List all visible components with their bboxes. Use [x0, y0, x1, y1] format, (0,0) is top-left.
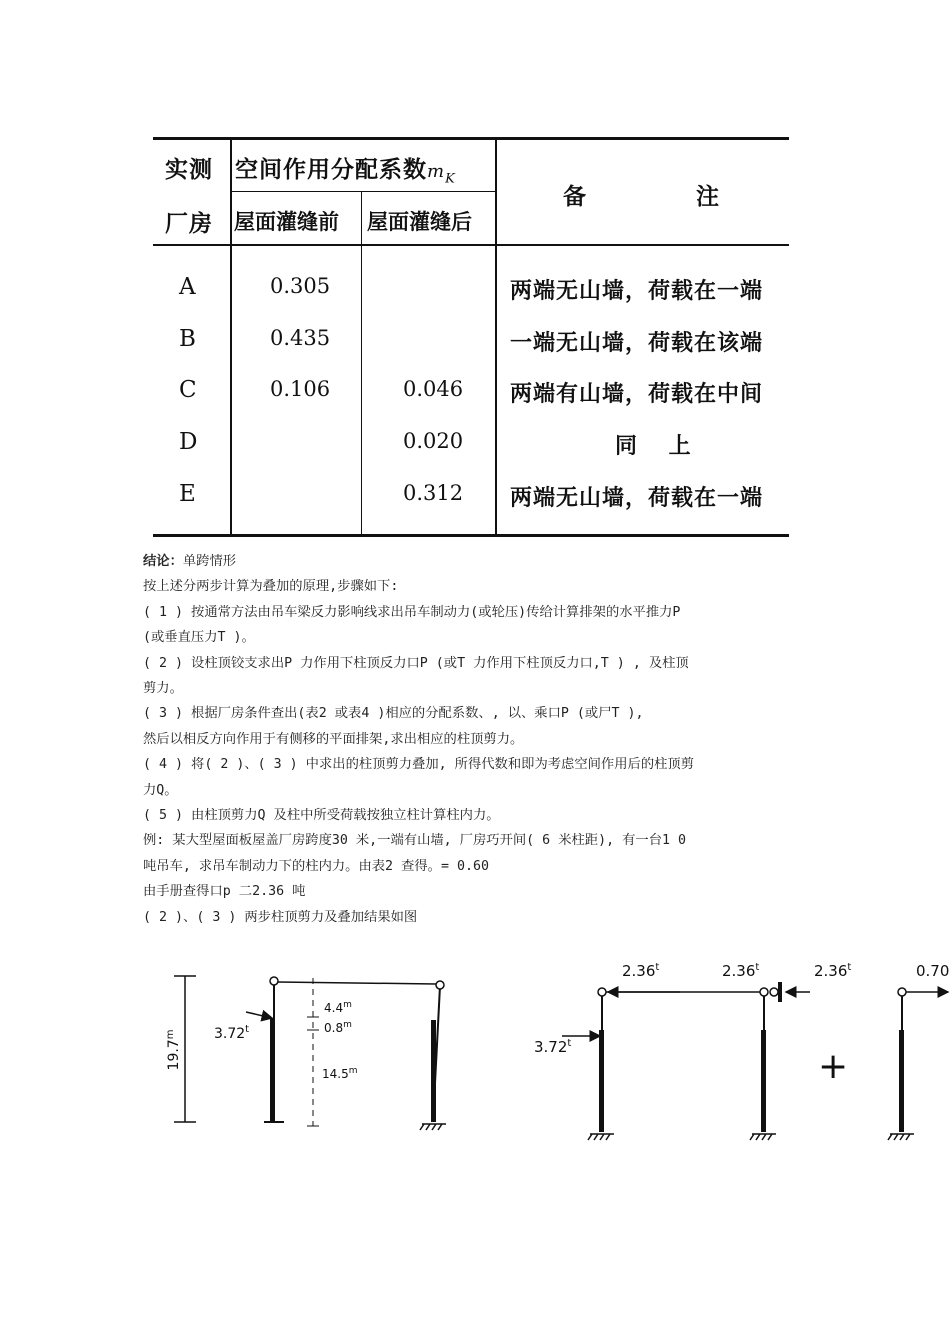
dim-label-2: 0.8$^m$	[324, 1020, 352, 1035]
header-col1-line2: 厂房	[165, 210, 213, 237]
table-header-rule	[153, 244, 789, 246]
plus-sign: +	[818, 1046, 849, 1087]
row-d-after: 0.020	[403, 429, 464, 453]
row-b-note: 一端无山墙，荷载在该端	[510, 330, 764, 356]
coefficient-table	[153, 137, 789, 537]
table-group-rule	[231, 191, 495, 192]
text-line: ( 2 ) 设柱顶铰支求出P 力作用下柱顶反力口P (或T 力作用下柱顶反力口,T ) , 及柱顶	[143, 655, 689, 671]
roof-beam	[278, 982, 436, 984]
text-line: (或垂直压力T )。	[143, 630, 255, 646]
text-line: 例: 某大型屋面板屋盖厂房跨度30 米,一端有山墙, 厂房巧开间( 6 米柱距), 有一台1 0	[143, 833, 687, 849]
text-line: 剪力。	[143, 681, 183, 697]
table-top-rule	[153, 137, 789, 140]
conclusion-value: 单跨情形	[182, 554, 237, 569]
body-text	[143, 549, 823, 930]
load-label: 3.72$^t$	[214, 1024, 250, 1042]
row-c-before: 0.106	[270, 377, 331, 401]
force-label: 0.70	[916, 962, 950, 980]
row-a-before: 0.305	[270, 274, 331, 298]
group-symbol-sub: K	[445, 171, 456, 187]
row-e-after: 0.312	[403, 481, 464, 505]
frame-figure-2	[534, 962, 851, 1140]
text-line: 然后以相反方向作用于有侧移的平面排架,求出相应的柱顶剪力。	[143, 731, 524, 747]
load-label: 3.72$^t$	[534, 1038, 572, 1056]
frame-figure-1	[165, 976, 446, 1130]
dim-label-3: 14.5$^m$	[322, 1066, 358, 1081]
group-symbol: m	[427, 161, 446, 182]
table-vrule-3	[495, 137, 497, 534]
row-c-note: 两端有山墙，荷载在中间	[510, 381, 764, 407]
row-c-after: 0.046	[403, 377, 464, 401]
row-d-note: 同 上	[615, 433, 692, 459]
table-bottom-rule	[153, 534, 789, 537]
row-e-note: 两端无山墙，荷载在一端	[510, 485, 764, 511]
text-line: 由手册查得口p 二2.36 吨	[143, 884, 306, 900]
header-remark: 备 注	[563, 183, 721, 210]
text-line: 按上述分两步计算为叠加的原理,步骤如下:	[143, 579, 399, 595]
text-line: ( 3 ) 根据厂房条件查出(表2 或表4 )相应的分配系数、, 以、乘口P (或尸T ),	[143, 706, 644, 722]
row-c-id: C	[179, 377, 197, 403]
force-label-1: 2.36$^t$	[622, 962, 660, 980]
group-title-text: 空间作用分配系数	[235, 156, 427, 183]
header-sub-col2: 屋面灌缝后	[367, 209, 472, 234]
row-e-id: E	[179, 481, 196, 507]
frame-diagrams	[150, 950, 950, 1160]
force-label-2: 2.36$^t$	[722, 962, 760, 980]
frame-figure-3	[888, 962, 949, 1140]
row-b-id: B	[179, 326, 196, 352]
conclusion-line	[143, 549, 823, 574]
row-a-id: A	[179, 274, 196, 300]
load-arrow	[246, 1012, 272, 1018]
text-line: ( 1 ) 按通常方法由吊车梁反力影响线求出吊车制动力(或轮压)传给计算排架的水平推力P	[143, 604, 681, 620]
row-a-note: 两端无山墙，荷载在一端	[510, 278, 764, 304]
dim-label-1: 4.4$^m$	[324, 1000, 352, 1015]
table-vrule-2	[361, 191, 362, 534]
text-line: ( 2 )、( 3 ) 两步柱顶剪力及叠加结果如图	[143, 909, 418, 925]
text-line: ( 5 ) 由柱顶剪力Q 及柱中所受荷载按独立柱计算柱内力。	[143, 808, 500, 824]
header-col1-line1: 实测	[165, 156, 213, 183]
force-label-3: 2.36$^t$	[814, 962, 852, 980]
text-line: 吨吊车, 求吊车制动力下的柱内力。由表2 查得。= 0.60	[143, 858, 489, 874]
header-sub-col1: 屋面灌缝前	[234, 209, 339, 234]
conclusion-label: 结论：	[143, 554, 183, 569]
table-vrule-1	[230, 137, 232, 534]
hinge-support	[778, 982, 782, 1002]
text-line: ( 4 ) 将( 2 )、( 3 ) 中求出的柱顶剪力叠加, 所得代数和即为考虑空间作用后的柱顶剪	[143, 757, 695, 773]
text-line: 力Q。	[143, 782, 178, 798]
height-label: 19.7$^m$	[165, 1029, 182, 1071]
header-group-title	[235, 151, 456, 187]
row-b-before: 0.435	[270, 326, 331, 350]
row-d-id: D	[179, 429, 198, 455]
